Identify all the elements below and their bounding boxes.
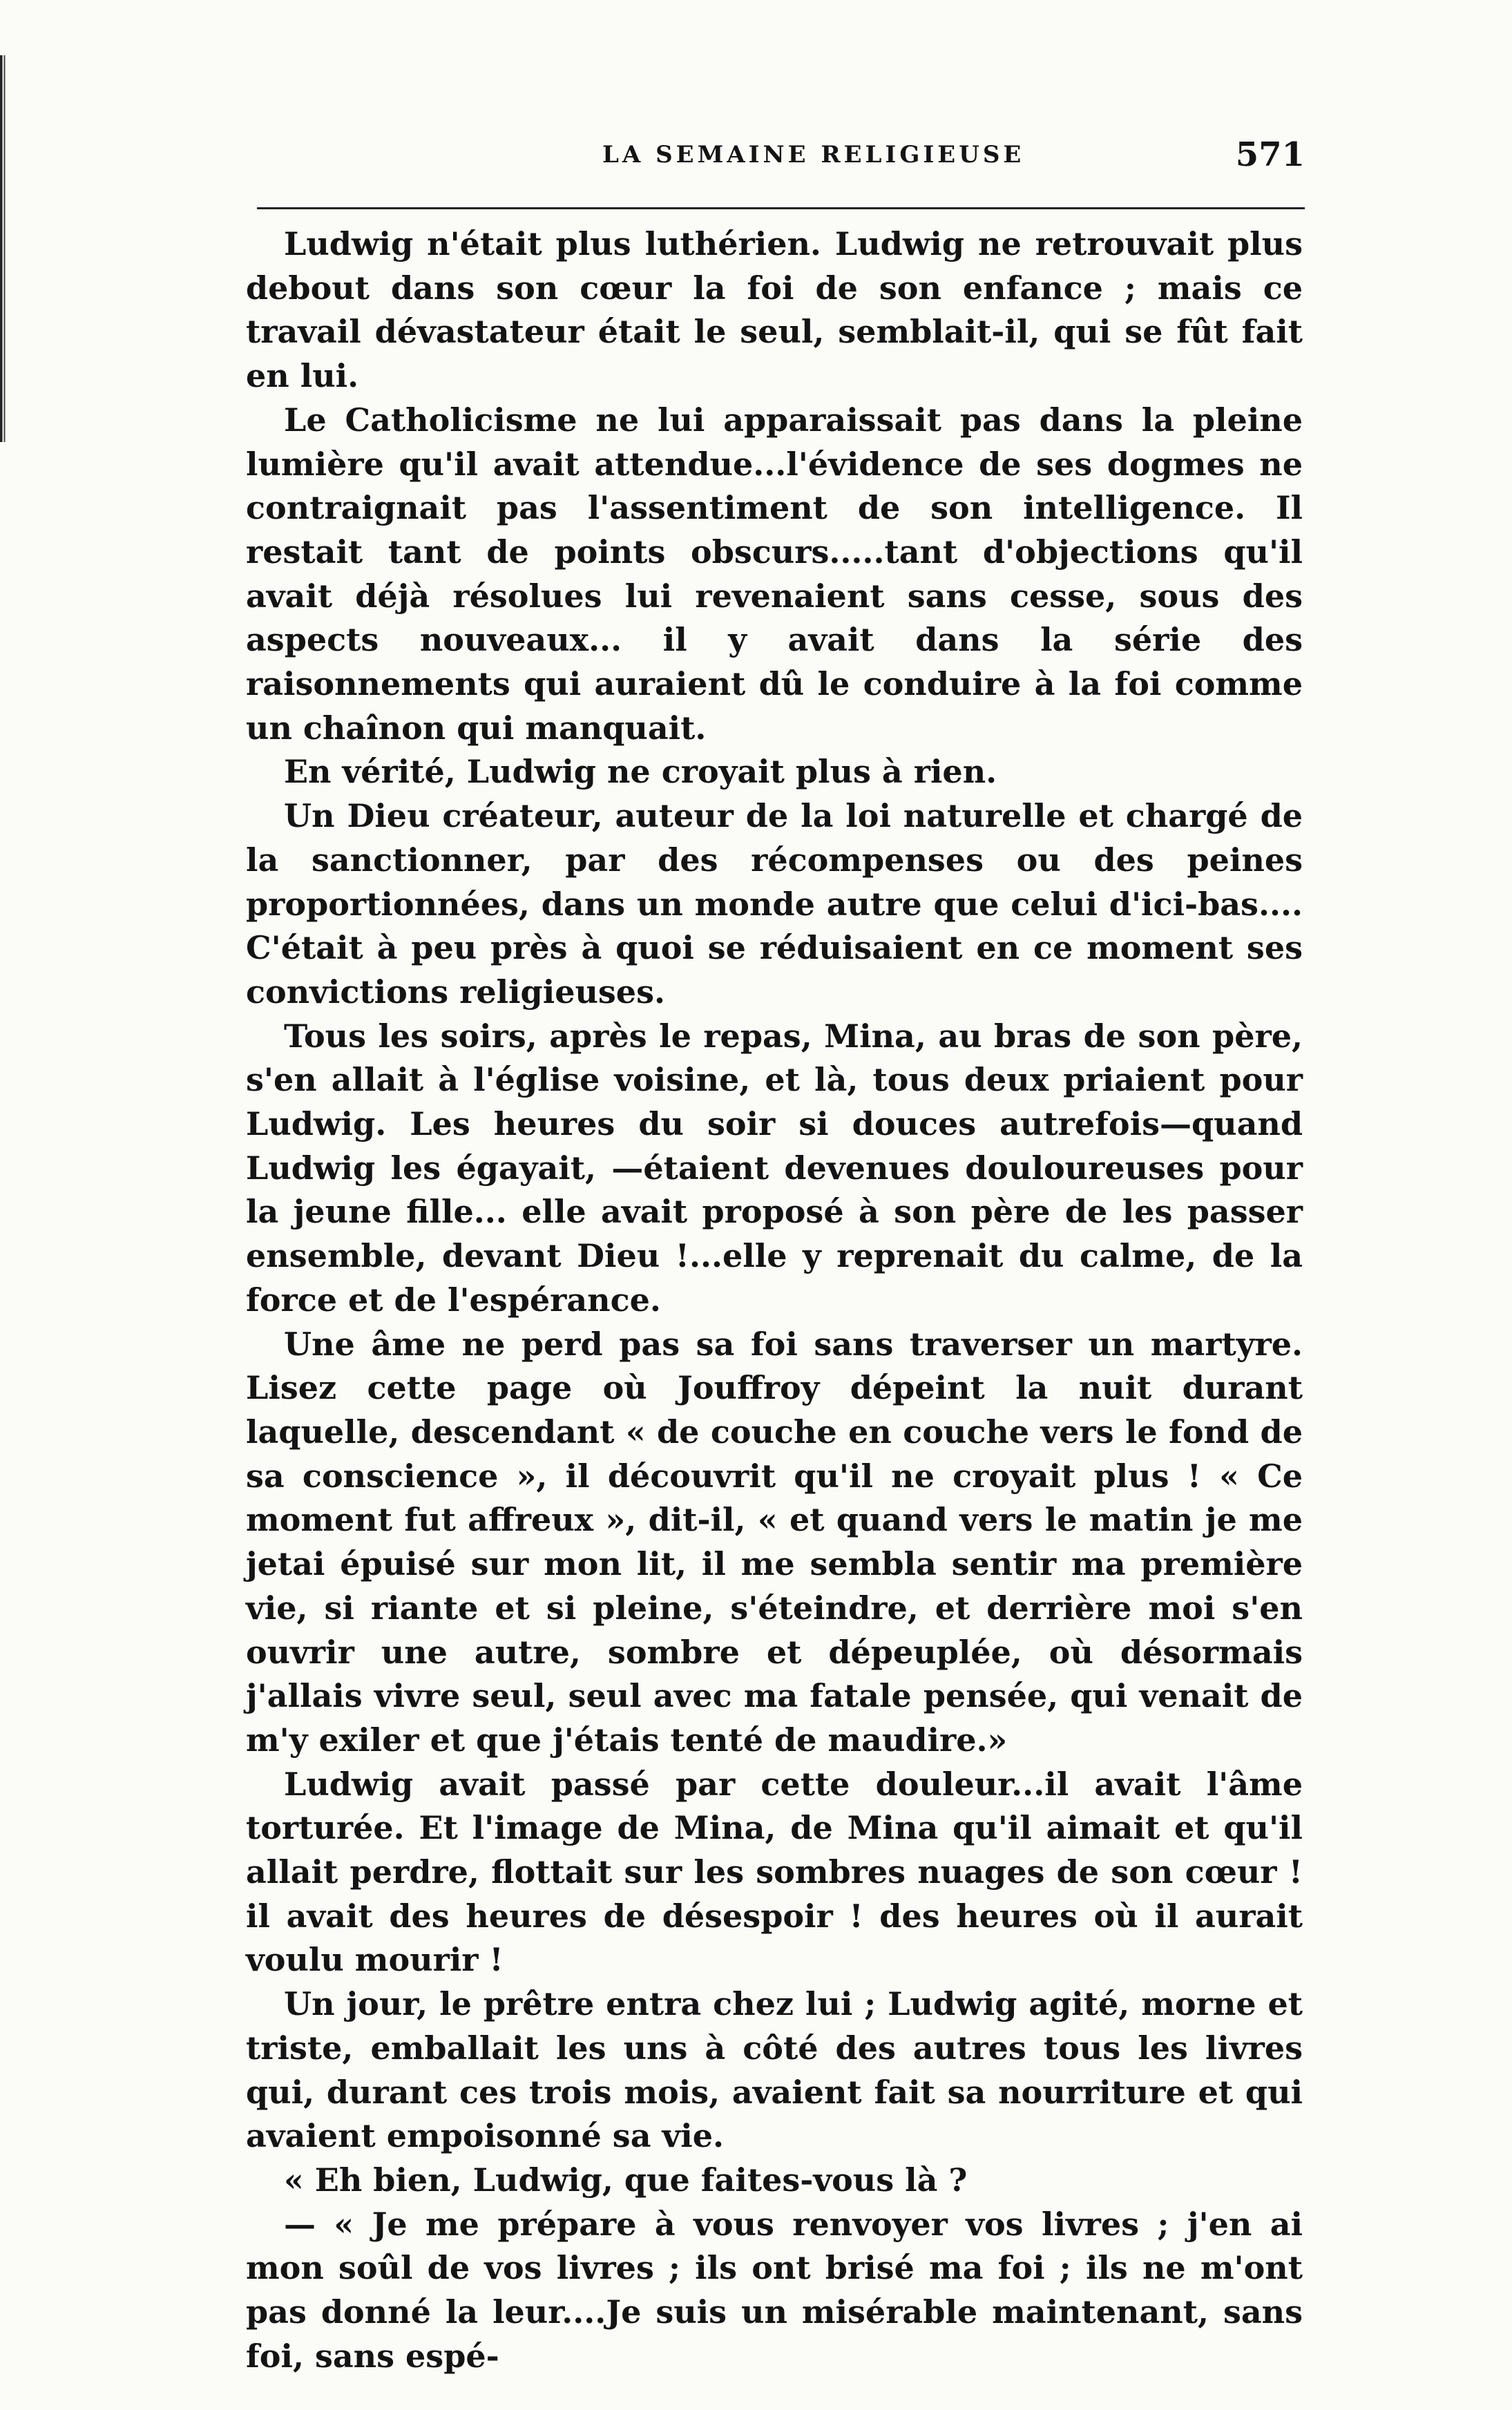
header-rule	[257, 207, 1305, 209]
paragraph: Une âme ne perd pas sa foi sans traverser un martyre. Lisez cette page où Jouffroy dépeint la nuit durant laquelle, descendant « de couche en couche vers le fond de sa conscience », il découvrit qu'il ne croyait plus ! « Ce moment fut affreux », dit-il, « et quand vers le matin je me jetai épuisé sur mon lit, il me sembla sentir ma première vie, si riante et si pleine, s'éteindre, et derrière moi s'en ouvrir une autre, sombre et dépeuplée, où désormais j'allais vivre seul, seul avec ma fatale pensée, qui venait de m'y exiler et que j'étais tenté de maudire.»	[246, 1325, 1303, 1759]
body-text	[246, 222, 1303, 2378]
paragraph: Un jour, le prêtre entra chez lui ; Ludwig agité, morne et triste, emballait les uns à côté des autres tous les livres qui, durant ces trois mois, avaient fait sa nourriture et qui avaient empoisonné sa vie.	[246, 1985, 1303, 2155]
page-number: 571	[1235, 135, 1305, 174]
paragraph: Ludwig n'était plus luthérien. Ludwig ne retrouvait plus debout dans son cœur la foi de son enfance ; mais ce travail dévastateur était le seul, semblait-il, qui se fût fait en lui.	[246, 225, 1303, 395]
paragraph: Le Catholicisme ne lui apparaissait pas dans la pleine lumière qu'il avait attendue...l'évidence de ses dogmes ne contraignait pas l'assentiment de son intelligence. Il restait tant de points obscurs.....tant d'objections qu'il avait déjà résolues lui revenaient sans cesse, sous des aspects nouveaux... il y avait dans la série des raisonnements qui auraient dû le conduire à la foi comme un chaînon qui manquait.	[246, 401, 1303, 747]
page-header	[257, 135, 1305, 191]
paragraph: Tous les soirs, après le repas, Mina, au bras de son père, s'en allait à l'église voisine, et là, tous deux priaient pour Ludwig. Les heures du soir si douces autrefois—quand Ludwig les égayait, —étaient devenues douloureuses pour la jeune fille... elle avait proposé à son père de les passer ensemble, devant Dieu !...elle y reprenait du calme, de la force et de l'espérance.	[246, 1017, 1303, 1319]
paragraph: « Eh bien, Ludwig, que faites-vous là ?	[284, 2161, 968, 2199]
paragraph: — « Je me prépare à vous renvoyer vos livres ; j'en ai mon soûl de vos livres ; ils ont brisé ma foi ; ils ne m'ont pas donné la leur....Je suis un misérable maintenant, sans foi, sans espé-	[246, 2205, 1303, 2375]
paragraph: En vérité, Ludwig ne croyait plus à rien.	[284, 753, 997, 791]
running-title: LA SEMAINE RELIGIEUSE	[602, 141, 1025, 169]
book-spine-shadow	[0, 55, 7, 442]
paragraph: Ludwig avait passé par cette douleur...il avait l'âme torturée. Et l'image de Mina, de Mina qu'il aimait et qu'il allait perdre, flottait sur les sombres nuages de son cœur ! il avait des heures de désespoir ! des heures où il aurait voulu mourir !	[246, 1765, 1303, 1979]
paragraph: Un Dieu créateur, auteur de la loi naturelle et chargé de la sanctionner, par des récompenses ou des peines proportionnées, dans un monde autre que celui d'ici-bas.... C'était à peu près à quoi se réduisaient en ce moment ses convictions religieuses.	[246, 797, 1303, 1011]
